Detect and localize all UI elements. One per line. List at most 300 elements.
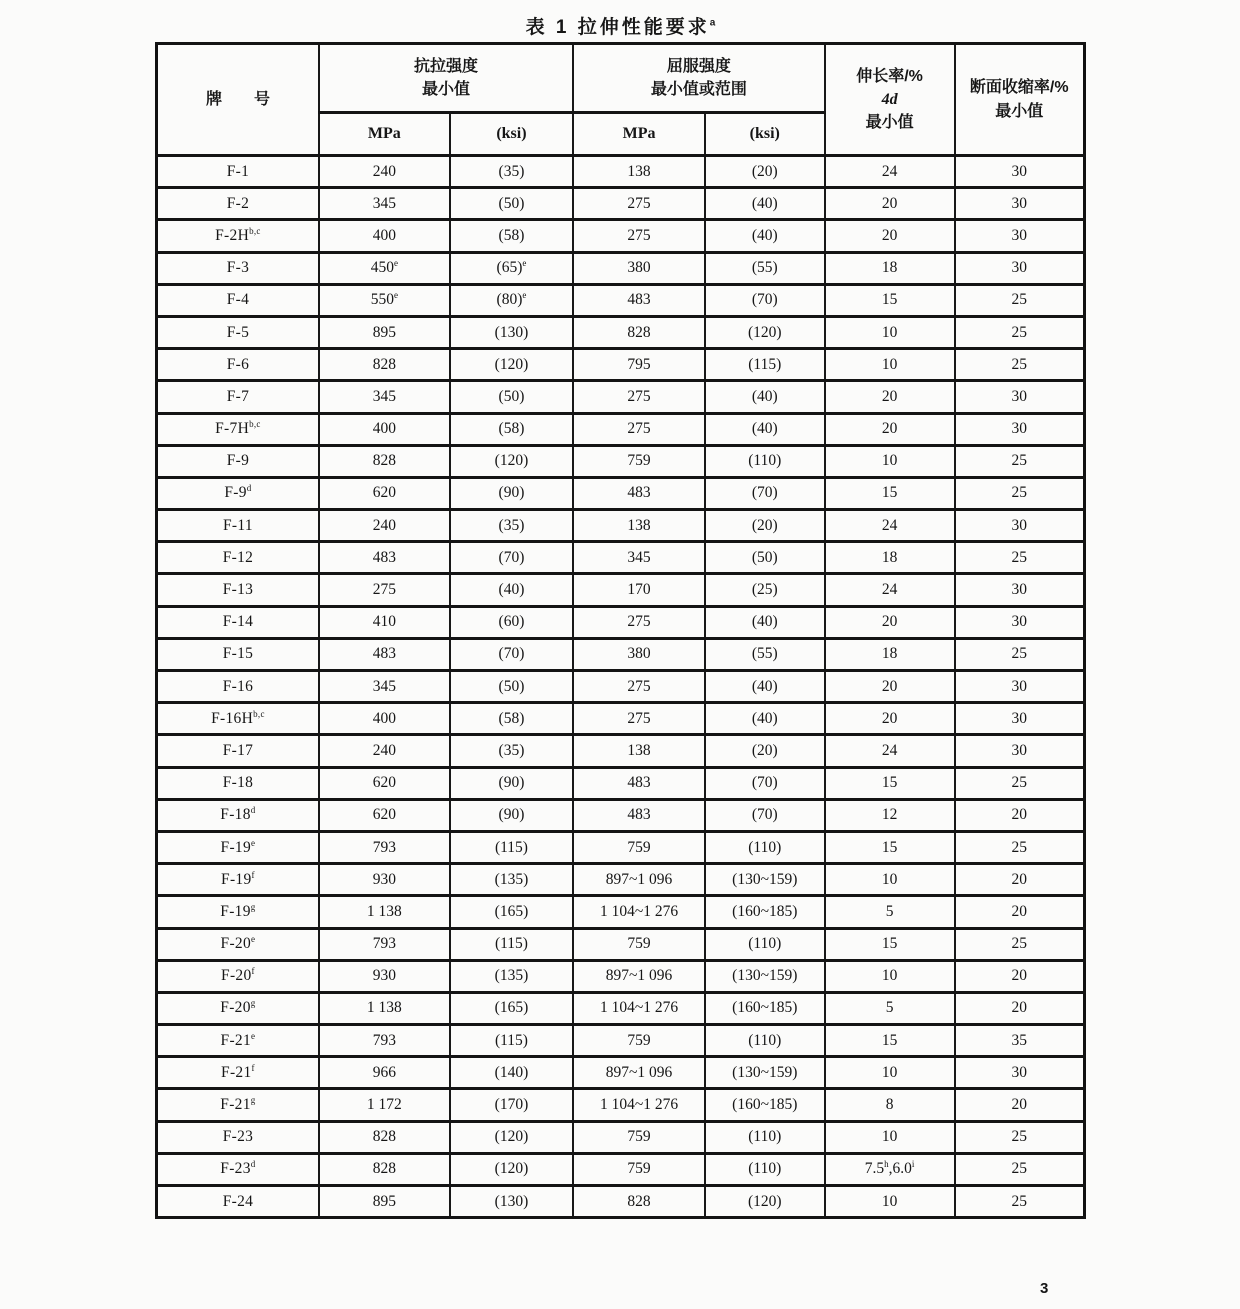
- grade-cell: F-21$^f$: [157, 1057, 319, 1089]
- tensile_mpa-cell: 550e: [319, 284, 450, 316]
- reduction_min-cell: 20: [955, 799, 1085, 831]
- table-row: [157, 703, 1085, 735]
- tensile_mpa-cell: 240: [319, 735, 450, 767]
- tensile_ksi-cell: (115): [450, 1025, 573, 1057]
- elongation_min-cell: 24: [825, 156, 955, 188]
- footnote-marker: f: [251, 966, 255, 977]
- yield_mpa-cell: 138: [573, 735, 705, 767]
- yield_ksi-cell: (70): [705, 284, 825, 316]
- table-row: [157, 1025, 1085, 1057]
- tensile_mpa-cell: 240: [319, 510, 450, 542]
- yield_ksi-cell: (55): [705, 638, 825, 670]
- table-row: [157, 960, 1085, 992]
- table-row: [157, 445, 1085, 477]
- tensile_mpa-cell: 400: [319, 413, 450, 445]
- table-title-footnote-marker: a: [709, 17, 716, 29]
- reduction_min-cell: 25: [955, 831, 1085, 863]
- elongation-column-header: [825, 44, 955, 156]
- yield_ksi-cell: (70): [705, 799, 825, 831]
- reduction_min-cell: 30: [955, 188, 1085, 220]
- yield_mpa-cell: 1 104~1 276: [573, 1089, 705, 1121]
- yield_ksi-cell: (120): [705, 1186, 825, 1218]
- footnote-marker: e: [522, 258, 527, 268]
- yield_mpa-cell: 380: [573, 252, 705, 284]
- elongation_min-cell: 20: [825, 413, 955, 445]
- yield_ksi-cell: (110): [705, 928, 825, 960]
- elongation_min-cell: 20: [825, 188, 955, 220]
- table-row: [157, 735, 1085, 767]
- elongation_min-cell: 15: [825, 284, 955, 316]
- reduction_min-cell: 35: [955, 1025, 1085, 1057]
- reduction_min-cell: 30: [955, 574, 1085, 606]
- grade-cell: F-16: [157, 671, 319, 703]
- tensile_mpa-cell: 828: [319, 1121, 450, 1153]
- elongation_min-cell: 10: [825, 1057, 955, 1089]
- reduction_min-cell: 20: [955, 896, 1085, 928]
- tensile_mpa-cell: 345: [319, 671, 450, 703]
- yield-mpa-unit-header: MPa: [573, 113, 705, 156]
- table-body: [157, 156, 1085, 1218]
- tensile-requirements-table-wrap: [155, 42, 1086, 1219]
- tensile_ksi-cell: (170): [450, 1089, 573, 1121]
- yield_mpa-cell: 897~1 096: [573, 960, 705, 992]
- footnote-marker: d: [250, 805, 256, 816]
- footnote-marker: f: [251, 1062, 255, 1073]
- reduction_min-cell: 25: [955, 316, 1085, 348]
- grade-cell: F-24: [157, 1186, 319, 1218]
- table-row: [157, 220, 1085, 252]
- elongation_min-cell: 18: [825, 252, 955, 284]
- table-row: [157, 606, 1085, 638]
- elongation_min-cell: 10: [825, 1121, 955, 1153]
- tensile_ksi-cell: (120): [450, 1121, 573, 1153]
- tensile_mpa-cell: 410: [319, 606, 450, 638]
- tensile_ksi-cell: (115): [450, 831, 573, 863]
- tensile_ksi-cell: (120): [450, 1153, 573, 1185]
- grade-cell: F-18: [157, 767, 319, 799]
- grade-cell: F-6: [157, 349, 319, 381]
- tensile_mpa-cell: 345: [319, 381, 450, 413]
- yield-strength-label: 屈服强度: [666, 57, 731, 75]
- table-row: [157, 574, 1085, 606]
- reduction_min-cell: 20: [955, 1089, 1085, 1121]
- yield_ksi-cell: (40): [705, 220, 825, 252]
- tensile_ksi-cell: (70): [450, 542, 573, 574]
- tensile_mpa-cell: 1 172: [319, 1089, 450, 1121]
- grade-cell: F-20$^f$: [157, 960, 319, 992]
- table-row: [157, 992, 1085, 1024]
- tensile_ksi-cell: (140): [450, 1057, 573, 1089]
- elongation_min-cell: 24: [825, 574, 955, 606]
- reduction_min-cell: 20: [955, 992, 1085, 1024]
- tensile_ksi-cell: (70): [450, 638, 573, 670]
- footnote-marker: b,c: [253, 708, 265, 719]
- tensile_ksi-cell: (115): [450, 928, 573, 960]
- yield_mpa-cell: 483: [573, 799, 705, 831]
- table-row: [157, 252, 1085, 284]
- yield_mpa-cell: 828: [573, 1186, 705, 1218]
- table-row: [157, 799, 1085, 831]
- tensile_mpa-cell: 930: [319, 960, 450, 992]
- yield-strength-group-header: [573, 44, 824, 113]
- table-row: [157, 542, 1085, 574]
- yield_mpa-cell: 483: [573, 284, 705, 316]
- elongation_min-cell: 5: [825, 992, 955, 1024]
- yield_ksi-cell: (40): [705, 606, 825, 638]
- yield_mpa-cell: 275: [573, 606, 705, 638]
- reduction_min-cell: 20: [955, 864, 1085, 896]
- tensile_ksi-cell: (90): [450, 799, 573, 831]
- elongation-label: 伸长率/%: [856, 67, 923, 85]
- tensile_ksi-cell: (35): [450, 156, 573, 188]
- yield_ksi-cell: (110): [705, 1025, 825, 1057]
- yield_mpa-cell: 897~1 096: [573, 1057, 705, 1089]
- table-row: [157, 638, 1085, 670]
- tensile_ksi-cell: $(80)^e$: [450, 284, 573, 316]
- tensile_ksi-cell: (50): [450, 381, 573, 413]
- tensile_ksi-cell: (50): [450, 671, 573, 703]
- table-row: [157, 1057, 1085, 1089]
- tensile-strength-group-header: [319, 44, 573, 113]
- reduction_min-cell: 25: [955, 767, 1085, 799]
- yield_ksi-cell: (110): [705, 1121, 825, 1153]
- grade-cell: F-18$^d$: [157, 799, 319, 831]
- grade-cell: $F-7H^{b,c}$: [157, 413, 319, 445]
- yield_ksi-cell: (160~185): [705, 1089, 825, 1121]
- grade-cell: F-11: [157, 510, 319, 542]
- elongation_min-cell: 24: [825, 510, 955, 542]
- yield_mpa-cell: 138: [573, 510, 705, 542]
- tensile_mpa-cell: 895: [319, 1186, 450, 1218]
- grade-cell: F-23$^d$: [157, 1153, 319, 1185]
- footnote-marker: g: [250, 901, 256, 912]
- yield-ksi-unit-header: (ksi): [705, 113, 825, 156]
- tensile_ksi-cell: (165): [450, 992, 573, 1024]
- yield_mpa-cell: 759: [573, 928, 705, 960]
- tensile_mpa-cell: 793: [319, 831, 450, 863]
- tensile_mpa-cell: 483: [319, 638, 450, 670]
- grade-cell: F-20$^g$: [157, 992, 319, 1024]
- yield_ksi-cell: (20): [705, 510, 825, 542]
- elongation-gauge-length-label: 4d: [881, 90, 898, 108]
- yield_mpa-cell: 759: [573, 1025, 705, 1057]
- tensile-mpa-unit-header: MPa: [319, 113, 450, 156]
- tensile-strength-label: 抗拉强度: [414, 57, 479, 75]
- reduction_min-cell: 30: [955, 671, 1085, 703]
- table-row: [157, 767, 1085, 799]
- reduction_min-cell: 30: [955, 413, 1085, 445]
- tensile_mpa-cell: 1 138: [319, 992, 450, 1024]
- reduction_min-cell: 25: [955, 284, 1085, 316]
- grade-column-header: 牌 号: [157, 44, 319, 156]
- elongation_min-cell: 20: [825, 671, 955, 703]
- footnote-marker: e: [522, 290, 527, 301]
- table-row: [157, 477, 1085, 509]
- reduction_min-cell: 30: [955, 606, 1085, 638]
- elongation_min-cell: 10: [825, 349, 955, 381]
- tensile_mpa-cell: 930: [319, 864, 450, 896]
- grade-cell: F-21$^g$: [157, 1089, 319, 1121]
- table-row: [157, 349, 1085, 381]
- yield_ksi-cell: (160~185): [705, 992, 825, 1024]
- tensile_ksi-cell: (135): [450, 864, 573, 896]
- reduction-of-area-minimum-label: 最小值: [995, 102, 1044, 120]
- yield_ksi-cell: (70): [705, 767, 825, 799]
- tensile_ksi-cell: (35): [450, 735, 573, 767]
- yield_ksi-cell: (40): [705, 381, 825, 413]
- tensile_mpa-cell: 793: [319, 1025, 450, 1057]
- yield_ksi-cell: (130~159): [705, 864, 825, 896]
- tensile_ksi-cell: (130): [450, 1186, 573, 1218]
- elongation_min-cell: 10: [825, 316, 955, 348]
- yield_mpa-cell: 1 104~1 276: [573, 896, 705, 928]
- yield_mpa-cell: 345: [573, 542, 705, 574]
- yield_mpa-cell: 828: [573, 316, 705, 348]
- yield_mpa-cell: 380: [573, 638, 705, 670]
- reduction_min-cell: 30: [955, 510, 1085, 542]
- tensile_mpa-cell: 966: [319, 1057, 450, 1089]
- elongation_min-cell: 20: [825, 703, 955, 735]
- yield_ksi-cell: (50): [705, 542, 825, 574]
- tensile_ksi-cell: (165): [450, 896, 573, 928]
- table-row: [157, 671, 1085, 703]
- tensile_mpa-cell: 620: [319, 799, 450, 831]
- yield_mpa-cell: 759: [573, 445, 705, 477]
- grade-cell: F-14: [157, 606, 319, 638]
- table-row: [157, 284, 1085, 316]
- table-row: [157, 381, 1085, 413]
- tensile_mpa-cell: 620: [319, 767, 450, 799]
- elongation_min-cell: 5: [825, 896, 955, 928]
- footnote-marker: e: [393, 258, 398, 268]
- footnote-marker: e: [251, 837, 256, 848]
- reduction-of-area-column-header: [955, 44, 1085, 156]
- tensile_mpa-cell: 345: [319, 188, 450, 220]
- yield_ksi-cell: (130~159): [705, 960, 825, 992]
- elongation_min-cell: 8: [825, 1089, 955, 1121]
- table-title: [155, 12, 1086, 39]
- elongation-minimum-label: 最小值: [865, 114, 914, 132]
- tensile_mpa-cell: 828: [319, 1153, 450, 1185]
- grade-cell: F-5: [157, 316, 319, 348]
- grade-cell: F-21e: [157, 1025, 319, 1057]
- tensile_mpa-cell: 400: [319, 220, 450, 252]
- reduction_min-cell: 25: [955, 1186, 1085, 1218]
- grade-cell: F-9: [157, 445, 319, 477]
- yield-strength-minimum-label: 最小值或范围: [650, 81, 747, 98]
- yield_ksi-cell: (20): [705, 156, 825, 188]
- reduction_min-cell: 25: [955, 445, 1085, 477]
- table-row: [157, 831, 1085, 863]
- reduction_min-cell: 30: [955, 156, 1085, 188]
- tensile_ksi-cell: (135): [450, 960, 573, 992]
- grade-cell: $F-2H^{b,c}$: [157, 220, 319, 252]
- tensile_ksi-cell: $(65)^e$: [450, 252, 573, 284]
- reduction-of-area-label: 断面收缩率/%: [969, 79, 1069, 97]
- tensile_ksi-cell: (50): [450, 188, 573, 220]
- tensile_mpa-cell: 450e: [319, 252, 450, 284]
- grade-cell: F-13: [157, 574, 319, 606]
- tensile_ksi-cell: (120): [450, 445, 573, 477]
- table-row: [157, 413, 1085, 445]
- reduction_min-cell: 25: [955, 1121, 1085, 1153]
- reduction_min-cell: 20: [955, 960, 1085, 992]
- reduction_min-cell: 30: [955, 252, 1085, 284]
- table-row: [157, 1121, 1085, 1153]
- yield_mpa-cell: 759: [573, 1121, 705, 1153]
- grade-cell: F-19$^f$: [157, 864, 319, 896]
- table-row: [157, 156, 1085, 188]
- grade-cell: F-15: [157, 638, 319, 670]
- reduction_min-cell: 30: [955, 703, 1085, 735]
- footnote-marker: g: [250, 1094, 256, 1105]
- footnote-marker: i: [911, 1159, 915, 1170]
- reduction_min-cell: 25: [955, 349, 1085, 381]
- elongation_min-cell: 15: [825, 767, 955, 799]
- reduction_min-cell: 30: [955, 381, 1085, 413]
- reduction_min-cell: 30: [955, 220, 1085, 252]
- yield_ksi-cell: (115): [705, 349, 825, 381]
- table-row: [157, 896, 1085, 928]
- tensile_mpa-cell: 828: [319, 349, 450, 381]
- tensile-ksi-unit-header: (ksi): [450, 113, 573, 156]
- elongation_min-cell: 15: [825, 1025, 955, 1057]
- grade-cell: F-3: [157, 252, 319, 284]
- yield_ksi-cell: (110): [705, 831, 825, 863]
- grade-cell: $F-16H^{b,c}$: [157, 703, 319, 735]
- elongation_min-cell: 20: [825, 220, 955, 252]
- table-row: [157, 188, 1085, 220]
- yield_ksi-cell: (130~159): [705, 1057, 825, 1089]
- elongation_min-cell: 24: [825, 735, 955, 767]
- tensile_mpa-cell: 1 138: [319, 896, 450, 928]
- tensile_ksi-cell: (58): [450, 703, 573, 735]
- grade-cell: F-23: [157, 1121, 319, 1153]
- elongation_min-cell: 10: [825, 960, 955, 992]
- grade-cell: F-20e: [157, 928, 319, 960]
- grade-cell: F-7: [157, 381, 319, 413]
- grade-cell: F-12: [157, 542, 319, 574]
- footnote-marker: d: [246, 483, 252, 494]
- tensile_ksi-cell: (40): [450, 574, 573, 606]
- tensile_ksi-cell: (60): [450, 606, 573, 638]
- footnote-marker: e: [251, 1030, 256, 1041]
- footnote-marker: g: [250, 998, 256, 1009]
- table-row: [157, 864, 1085, 896]
- elongation_min-cell: 18: [825, 542, 955, 574]
- tensile_mpa-cell: 895: [319, 316, 450, 348]
- table-title-text: 表 1 拉伸性能要求: [525, 17, 710, 38]
- table-row: [157, 510, 1085, 542]
- tensile-strength-minimum-label: 最小值: [422, 81, 471, 98]
- yield_mpa-cell: 275: [573, 381, 705, 413]
- footnote-marker: b,c: [249, 225, 261, 236]
- reduction_min-cell: 30: [955, 1057, 1085, 1089]
- grade-cell: F-9$^d$: [157, 477, 319, 509]
- elongation_min-cell: 10: [825, 1186, 955, 1218]
- tensile_ksi-cell: (58): [450, 413, 573, 445]
- yield_mpa-cell: 275: [573, 703, 705, 735]
- elongation_min-cell: 10: [825, 864, 955, 896]
- footnote-marker: b,c: [249, 418, 261, 429]
- elongation_min-cell: 15: [825, 831, 955, 863]
- yield_mpa-cell: 275: [573, 671, 705, 703]
- table-header: [157, 44, 1085, 156]
- grade-cell: F-17: [157, 735, 319, 767]
- yield_ksi-cell: (40): [705, 703, 825, 735]
- reduction_min-cell: 25: [955, 928, 1085, 960]
- yield_ksi-cell: (110): [705, 1153, 825, 1185]
- tensile-requirements-table: [155, 42, 1086, 1219]
- table-row: [157, 1089, 1085, 1121]
- grade-cell: F-2: [157, 188, 319, 220]
- tensile_ksi-cell: (35): [450, 510, 573, 542]
- yield_ksi-cell: (70): [705, 477, 825, 509]
- tensile_mpa-cell: 400: [319, 703, 450, 735]
- tensile_ksi-cell: (58): [450, 220, 573, 252]
- yield_mpa-cell: 275: [573, 188, 705, 220]
- reduction_min-cell: 30: [955, 735, 1085, 767]
- elongation_min-cell: 10: [825, 445, 955, 477]
- tensile_mpa-cell: 620: [319, 477, 450, 509]
- table-row: [157, 1153, 1085, 1185]
- yield_ksi-cell: (25): [705, 574, 825, 606]
- tensile_mpa-cell: 275: [319, 574, 450, 606]
- elongation_min-cell: 15: [825, 477, 955, 509]
- page-number: 3: [1040, 1280, 1049, 1297]
- yield_ksi-cell: (40): [705, 671, 825, 703]
- footnote-marker: h: [884, 1159, 889, 1170]
- tensile_ksi-cell: (90): [450, 767, 573, 799]
- reduction_min-cell: 25: [955, 1153, 1085, 1185]
- elongation_min-cell: 20: [825, 381, 955, 413]
- grade-cell: F-19$^g$: [157, 896, 319, 928]
- yield_ksi-cell: (120): [705, 316, 825, 348]
- yield_mpa-cell: 483: [573, 767, 705, 799]
- yield_mpa-cell: 275: [573, 413, 705, 445]
- table-row: [157, 1186, 1085, 1218]
- grade-cell: F-1: [157, 156, 319, 188]
- yield_mpa-cell: 138: [573, 156, 705, 188]
- table-row: [157, 316, 1085, 348]
- yield_mpa-cell: 759: [573, 831, 705, 863]
- tensile_mpa-cell: 828: [319, 445, 450, 477]
- yield_ksi-cell: (160~185): [705, 896, 825, 928]
- yield_mpa-cell: 483: [573, 477, 705, 509]
- tensile_ksi-cell: (90): [450, 477, 573, 509]
- footnote-marker: e: [393, 290, 398, 301]
- yield_mpa-cell: 759: [573, 1153, 705, 1185]
- footnote-marker: f: [251, 869, 255, 880]
- tensile_mpa-cell: 483: [319, 542, 450, 574]
- yield_mpa-cell: 275: [573, 220, 705, 252]
- yield_mpa-cell: 897~1 096: [573, 864, 705, 896]
- reduction_min-cell: 25: [955, 542, 1085, 574]
- yield_mpa-cell: 170: [573, 574, 705, 606]
- grade-cell: F-19e: [157, 831, 319, 863]
- table-row: [157, 928, 1085, 960]
- tensile_mpa-cell: 793: [319, 928, 450, 960]
- tensile_ksi-cell: (120): [450, 349, 573, 381]
- yield_mpa-cell: 1 104~1 276: [573, 992, 705, 1024]
- yield_ksi-cell: (20): [705, 735, 825, 767]
- elongation_min-cell: 18: [825, 638, 955, 670]
- reduction_min-cell: 25: [955, 638, 1085, 670]
- yield_ksi-cell: (40): [705, 188, 825, 220]
- elongation_min-cell: 7.5$^h$,6.0$^i$: [825, 1153, 955, 1185]
- tensile_ksi-cell: (130): [450, 316, 573, 348]
- elongation_min-cell: 12: [825, 799, 955, 831]
